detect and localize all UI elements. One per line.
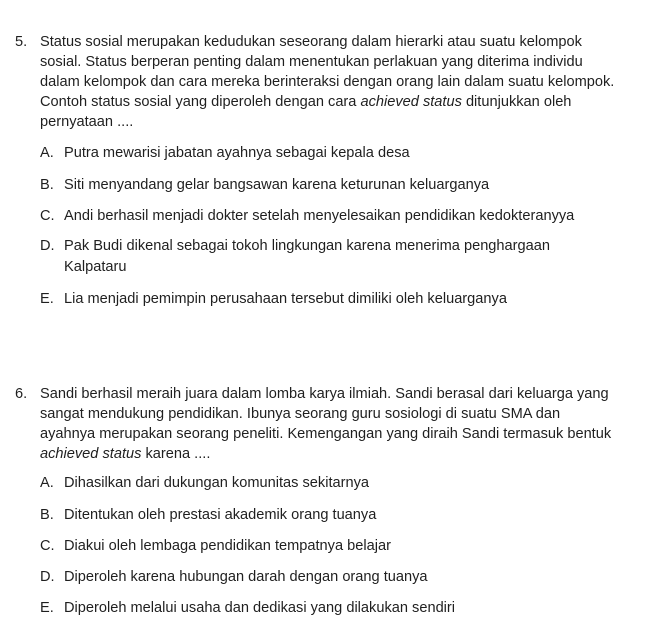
- option-letter: E.: [40, 600, 54, 616]
- question-number: 6.: [15, 386, 28, 402]
- option-text: [64, 206, 654, 227]
- option-text: [64, 289, 654, 310]
- option-line: Pak Budi dikenal sebagai tokoh lingkungan karena menerima penghargaan: [64, 238, 550, 254]
- option-text: [64, 567, 654, 588]
- stem-line: [40, 92, 654, 112]
- option-letter: D.: [40, 238, 55, 254]
- option-line: Andi berhasil menjadi dokter setelah menyelesaikan pendidikan kedokteranyya: [64, 208, 575, 224]
- option-text: [64, 473, 654, 494]
- option-letter: A.: [40, 145, 54, 161]
- option-letter: B.: [40, 507, 54, 523]
- question-number: 5.: [15, 34, 28, 50]
- option-line: Diakui oleh lembaga pendidikan tempatnya belajar: [64, 538, 391, 554]
- option-line: Kalpataru: [64, 259, 127, 275]
- stem-line: pernyataan ....: [40, 114, 134, 130]
- option-line: Ditentukan oleh prestasi akademik orang tuanya: [64, 507, 377, 523]
- stem-line: sangat mendukung pendidikan. Ibunya seorang guru sosiologi di suatu SMA dan: [40, 406, 561, 422]
- option-text: [64, 536, 654, 557]
- stem-text: ditunjukkan oleh: [461, 94, 572, 110]
- option-letter: D.: [40, 569, 55, 585]
- option-line: Diperoleh melalui usaha dan dedikasi yang dilakukan sendiri: [64, 600, 456, 616]
- option-text: [64, 505, 654, 526]
- stem-text: karena ....: [141, 446, 211, 462]
- stem-line: [40, 444, 654, 464]
- question-stem: [40, 384, 654, 464]
- option-letter: B.: [40, 177, 54, 193]
- stem-line: Status sosial merupakan kedudukan seseorang dalam hierarki atau suatu kelompok: [40, 34, 582, 50]
- stem-line: Sandi berhasil meraih juara dalam lomba karya ilmiah. Sandi berasal dari keluarga yang: [40, 386, 609, 402]
- option-text: [64, 598, 654, 619]
- stem-line: dalam kelompok dan cara mereka berinteraksi dengan orang lain dalam suatu kelompok.: [40, 74, 615, 90]
- option-letter: E.: [40, 291, 54, 307]
- option-letter: C.: [40, 538, 55, 554]
- option-line: Diperoleh karena hubungan darah dengan orang tuanya: [64, 569, 428, 585]
- option-text: [64, 236, 654, 278]
- option-line: Lia menjadi pemimpin perusahaan tersebut dimiliki oleh keluarganya: [64, 291, 507, 307]
- stem-text: Contoh status sosial yang diperoleh dengan cara: [40, 94, 361, 110]
- option-letter: C.: [40, 208, 55, 224]
- option-text: [64, 175, 654, 196]
- option-text: [64, 143, 654, 164]
- option-line: Dihasilkan dari dukungan komunitas sekitarnya: [64, 475, 370, 491]
- question-stem: [40, 32, 654, 132]
- stem-line: ayahnya merupakan seorang peneliti. Kemengangan yang diraih Sandi termasuk bentuk: [40, 426, 612, 442]
- italic-term: achieved status: [360, 94, 462, 110]
- option-letter: A.: [40, 475, 54, 491]
- option-line: Putra mewarisi jabatan ayahnya sebagai kepala desa: [64, 145, 410, 161]
- stem-line: sosial. Status berperan penting dalam menentukan perlakuan yang diterima individu: [40, 54, 583, 70]
- italic-term: achieved status: [40, 446, 142, 462]
- option-line: Siti menyandang gelar bangsawan karena keturunan keluarganya: [64, 177, 490, 193]
